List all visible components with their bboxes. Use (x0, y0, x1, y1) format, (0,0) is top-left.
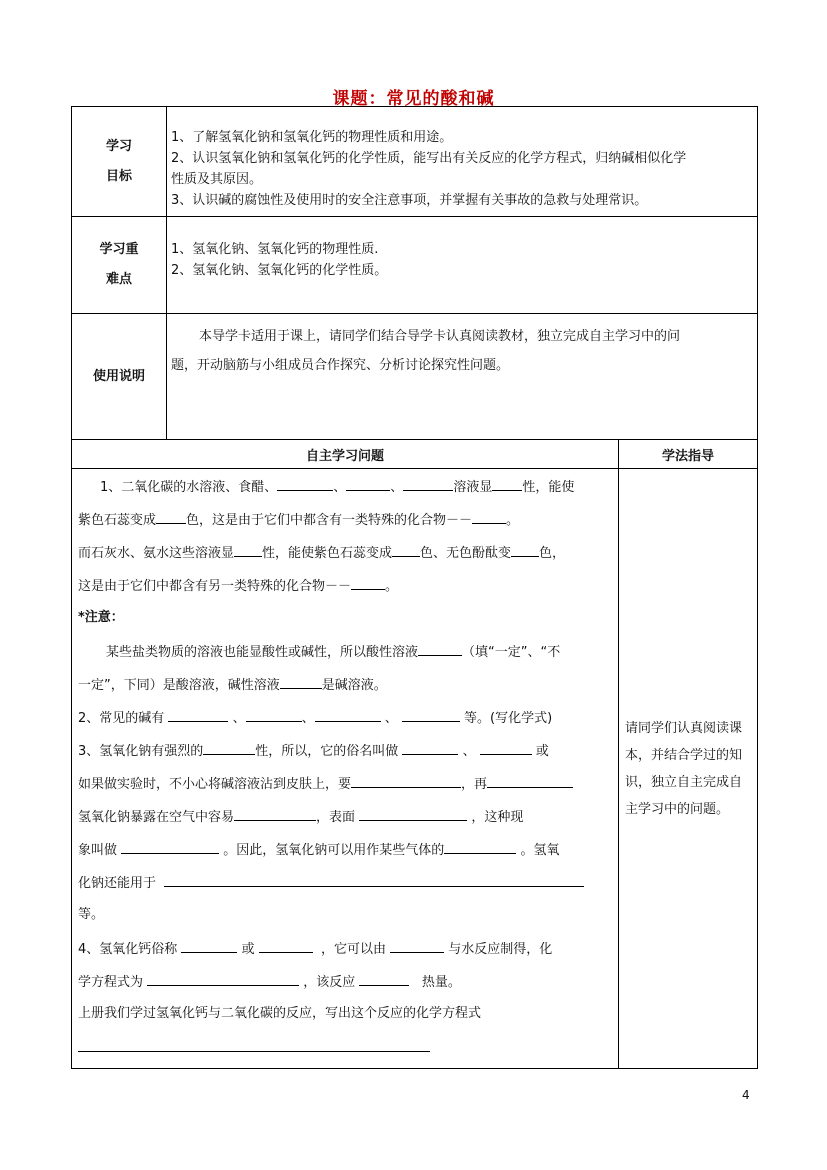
q1-line-4 (78, 576, 612, 609)
objective-2: 2、认识氢氧化钠和氢氧化钙的化学性质，能写出有关反应的化学方程式，归纳碱相似化学 (171, 151, 687, 166)
label-line-2: 目标 (105, 168, 132, 184)
text: 色、无色酚酞变 (420, 546, 512, 561)
blank[interactable] (234, 543, 262, 557)
text: 或 (535, 744, 549, 759)
label-line-1: 学习重 (99, 242, 139, 257)
text: ，该反应 (303, 975, 356, 990)
blank[interactable] (315, 708, 381, 722)
q1-line-2 (78, 510, 612, 543)
note-line-1 (78, 642, 612, 675)
text: 4、氢氧化钙俗称 (78, 942, 178, 957)
text: 性，能使 (522, 480, 575, 495)
q4-line-2 (78, 972, 612, 1005)
note-title: *注意： (78, 610, 124, 625)
text: 上册我们学过氢氧化钙与二氧化碳的反应，写出这个反应的化学方程式 (78, 1006, 482, 1021)
text: 性，能使紫色石蕊变成 (262, 546, 393, 561)
text: 而石灰水、氨水这些溶液显 (78, 546, 235, 561)
label-line-1: 使用说明 (92, 368, 145, 384)
method-guide-content: 请同学们认真阅读课本，并结合学过的知识，独立自主完成自主学习中的问题。 (619, 469, 758, 1069)
text: 或 (241, 942, 255, 957)
key-point-2: 2、氢氧化钠、氢氧化钙的化学性质。 (171, 263, 388, 278)
text: 。 (506, 513, 520, 528)
text: 1、二氧化碳的水溶液、食醋、 (100, 480, 278, 495)
blank[interactable] (418, 642, 462, 656)
questions-content (72, 469, 619, 1069)
blank[interactable] (444, 840, 516, 854)
text: 热量。 (421, 975, 461, 990)
text: 。 (385, 579, 399, 594)
text: 3、氢氧化钠有强烈的 (78, 744, 204, 759)
text: 、 (384, 711, 398, 726)
text: 是碱溶液。 (321, 678, 387, 693)
q3-line-5 (78, 873, 612, 906)
text: （填“一定”、“不 (462, 645, 561, 660)
text: 、 (333, 480, 347, 495)
label-usage (72, 314, 167, 440)
text: ，再 (461, 777, 488, 792)
text: ，表面 (316, 810, 356, 825)
q3-line-1 (78, 741, 612, 774)
blank[interactable] (280, 675, 322, 689)
row-usage (72, 314, 758, 440)
blank[interactable] (156, 510, 186, 524)
blank[interactable] (472, 510, 506, 524)
blank[interactable] (403, 477, 453, 491)
text: 紫色石蕊变成 (78, 513, 157, 528)
text: 色，这是由于它们中都含有一类特殊的化合物－－ (186, 513, 473, 528)
q3-line-4 (78, 840, 612, 873)
text: 如果做实验时，不小心将碱溶液沾到皮肤上，要 (78, 777, 352, 792)
text: ，它可以由 (320, 942, 386, 957)
blank[interactable] (181, 939, 237, 953)
label-key-points (72, 217, 167, 314)
objectives-content (167, 107, 758, 217)
key-point-1: 1、氢氧化钠、氢氧化钙的物理性质. (171, 242, 379, 257)
blank[interactable] (359, 972, 409, 986)
q3-line-3 (78, 807, 612, 840)
blank[interactable] (246, 708, 302, 722)
text: 氢氧化钠暴露在空气中容易 (78, 810, 235, 825)
blank[interactable] (402, 708, 460, 722)
q5-answer-line (78, 1038, 612, 1064)
text: 某些盐类物质的溶液也能显酸性或碱性，所以酸性溶液 (106, 645, 419, 660)
header-method-guide: 学法指导 (619, 440, 758, 469)
text: 。因此，氢氧化钠可以用作某些气体的 (223, 843, 445, 858)
text: ，这种现 (471, 810, 524, 825)
q1-line-3 (78, 543, 612, 576)
label-objectives (72, 107, 167, 217)
blank[interactable] (359, 807, 467, 821)
blank[interactable] (78, 1038, 430, 1052)
text: 等。 (78, 907, 105, 922)
blank[interactable] (147, 972, 299, 986)
blank[interactable] (203, 741, 255, 755)
text: 象叫做 (78, 843, 118, 858)
blank[interactable] (492, 477, 522, 491)
q2-line (78, 708, 612, 741)
usage-content (167, 314, 758, 440)
header-self-study: 自主学习问题 (72, 440, 619, 469)
text: 这是由于它们中都含有另一类特殊的化合物－－ (78, 579, 352, 594)
objective-3: 3、认识碱的腐蚀性及使用时的安全注意事项，并掌握有关事故的急救与处理常识。 (171, 193, 648, 208)
text: 化钠还能用于 (78, 876, 157, 891)
row-objectives (72, 107, 758, 217)
row-questions (72, 469, 758, 1069)
q4-line-1 (78, 939, 612, 972)
text: 溶液显 (453, 480, 493, 495)
blank[interactable] (392, 543, 420, 557)
row-key-points (72, 217, 758, 314)
q3-line-2 (78, 774, 612, 807)
blank[interactable] (164, 873, 584, 887)
label-line-1: 学习 (105, 138, 132, 154)
text: 一定”，下同）是酸溶液，碱性溶液 (78, 678, 280, 693)
blank[interactable] (511, 543, 539, 557)
q1-line-1 (78, 477, 612, 510)
blank[interactable] (121, 840, 219, 854)
blank[interactable] (487, 774, 573, 788)
usage-line-1: 本导学卡适用于课上，请同学们结合导学卡认真阅读教材，独立完成自主学习中的问 (199, 329, 681, 344)
text: 、 (301, 711, 315, 726)
label-line-2: 难点 (105, 272, 132, 287)
key-points-content (167, 217, 758, 314)
text: 、 (390, 480, 404, 495)
text: 、 (462, 744, 476, 759)
page-number: 4 (742, 1088, 750, 1102)
blank[interactable] (480, 741, 532, 755)
text: 等。(写化学式) (464, 711, 553, 726)
text: 与水反应制得，化 (448, 942, 553, 957)
objective-1: 1、了解氢氧化钠和氢氧化钙的物理性质和用途。 (171, 130, 453, 145)
text: 。氢氧 (520, 843, 560, 858)
blank[interactable] (277, 477, 333, 491)
usage-line-2: 题，开动脑筋与小组成员合作探究、分析讨论探究性问题。 (171, 358, 510, 373)
blank[interactable] (390, 939, 444, 953)
text: 性，所以，它的俗名叫做 (255, 744, 399, 759)
blank[interactable] (234, 807, 316, 821)
blank[interactable] (402, 741, 458, 755)
blank[interactable] (346, 477, 390, 491)
page-title: 课题：常见的酸和碱 (332, 89, 495, 109)
text: 2、常见的碱有 (78, 711, 165, 726)
q3-line-6 (78, 906, 612, 939)
note-line-2 (78, 675, 612, 708)
objective-2-cont: 性质及其原因。 (171, 172, 263, 187)
text: 学方程式为 (78, 975, 144, 990)
q5-line (78, 1005, 612, 1038)
blank[interactable] (351, 774, 461, 788)
text: 、 (232, 711, 246, 726)
blank[interactable] (351, 576, 385, 590)
blank[interactable] (259, 939, 313, 953)
text: 色， (539, 546, 566, 561)
study-guide-table (71, 106, 758, 1069)
row-headers (72, 440, 758, 469)
blank[interactable] (168, 708, 228, 722)
